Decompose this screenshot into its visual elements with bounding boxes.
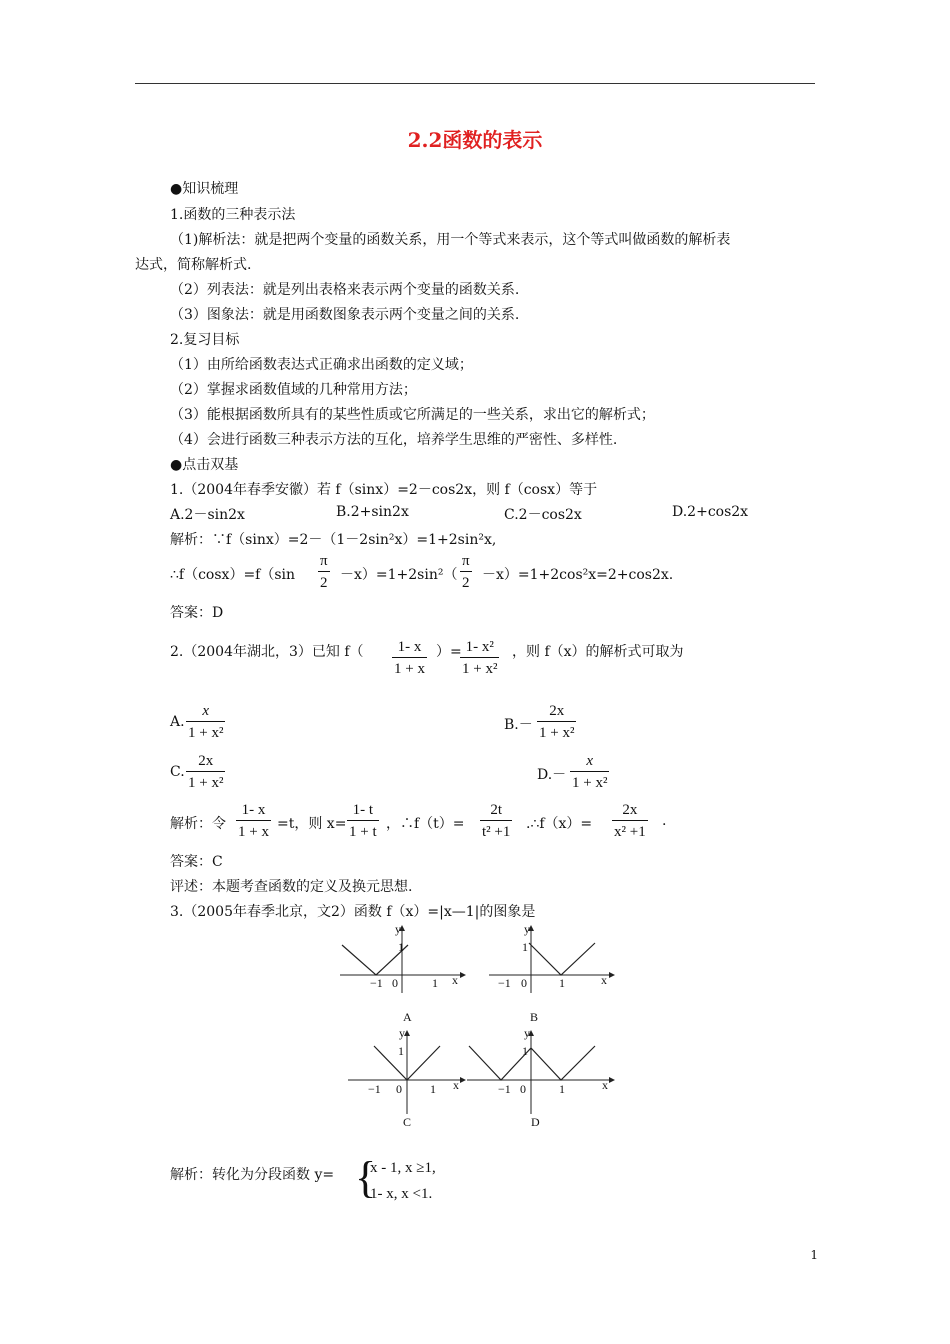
- origin-label: 0: [521, 976, 527, 990]
- option-c: C.2－cos2x: [504, 507, 582, 523]
- axis-label: y: [399, 1026, 405, 1040]
- solution-line: .: [662, 813, 667, 829]
- tick-label: 1: [559, 976, 565, 990]
- option-a: A.2－sin2x: [170, 507, 245, 523]
- fraction: $\frac{x}{\text{1 + x²}}$: [188, 703, 224, 741]
- tick-label: −1: [498, 1082, 511, 1096]
- graph-label: B: [530, 1010, 539, 1024]
- question-stem: 2.（2004年湖北，3）已知 f（: [170, 644, 364, 660]
- subheading: 2.复习目标: [170, 332, 240, 348]
- fraction: $\frac{\text{1- x²}}{\text{1 + x²}}$: [462, 639, 498, 677]
- tick-label: 1: [559, 1082, 565, 1096]
- option-c: C.: [170, 764, 185, 780]
- solution-line: ∴f（cosx）=f（sin: [170, 567, 296, 583]
- subheading: 1.函数的三种表示法: [170, 207, 296, 223]
- axis-label: y: [524, 922, 530, 936]
- answer: 答案：C: [170, 854, 223, 870]
- solution-line: .∴f（x）=: [526, 816, 593, 832]
- tick-label: 1: [430, 1082, 436, 1096]
- answer: 答案：D: [170, 605, 224, 621]
- fraction: $\frac{1- x}{1 + x}$: [394, 639, 425, 677]
- solution-line: －x）=1+2sin²（: [340, 567, 458, 583]
- graph-label: A: [403, 1010, 412, 1024]
- fraction: $\frac{1- t}{1 + t}$: [349, 802, 377, 840]
- axis-label: y: [524, 1026, 530, 1040]
- paragraph: （3）图象法：就是用函数图象表示两个变量之间的关系.: [170, 307, 520, 323]
- section-heading: ●点击双基: [170, 457, 239, 473]
- tick-label: 1: [398, 1044, 404, 1058]
- piecewise-case: x - 1, x ≥1,: [370, 1160, 436, 1176]
- axis-label: x: [601, 973, 607, 987]
- solution-line: 解析：∵f（sinx）=2－（1－2sin²x）=1+2sin²x,: [170, 532, 497, 548]
- fraction-pi-over-2: $\frac{\pi}{2}$: [320, 553, 328, 591]
- piecewise-case: 1- x, x <1.: [370, 1186, 433, 1202]
- solution-line: 解析：令: [170, 816, 226, 832]
- question-stem: 3.（2005年春季北京，文2）函数 f（x）=|x—1|的图象是: [170, 904, 536, 920]
- page-number: 1: [810, 1248, 818, 1262]
- graph-c: [346, 1030, 466, 1115]
- fraction: $\frac{2x}{\text{x² +1}}$: [614, 802, 646, 840]
- piecewise-brace: {: [355, 1153, 377, 1202]
- solution-line: =t，则 x=: [277, 816, 347, 832]
- goal-item: （3）能根据函数所具有的某些性质或它所满足的一些关系，求出它的解析式；: [170, 407, 655, 423]
- section-heading: ●知识梳理: [170, 181, 239, 197]
- question-stem: ）=: [436, 644, 462, 660]
- axis-label: x: [453, 1078, 459, 1092]
- origin-label: 0: [396, 1082, 402, 1096]
- goal-item: （2）掌握求函数值域的几种常用方法；: [170, 382, 417, 398]
- question-stem: 1.（2004年春季安徽）若 f（sinx）=2－cos2x，则 f（cosx）等于: [170, 482, 598, 498]
- paragraph: （2）列表法：就是列出表格来表示两个变量的函数关系.: [170, 282, 520, 298]
- graph-label: C: [403, 1115, 412, 1129]
- tick-label: −1: [368, 1082, 381, 1096]
- question-stem: ，则 f（x）的解析式可取为: [512, 644, 684, 660]
- tick-label: −1: [370, 976, 383, 990]
- origin-label: 0: [392, 976, 398, 990]
- option-b: B.2+sin2x: [336, 504, 409, 520]
- paragraph: 达式，简称解析式.: [135, 257, 252, 273]
- header-rule: [135, 83, 815, 84]
- comment: 评述：本题考查函数的定义及换元思想.: [170, 879, 413, 895]
- goal-item: （4）会进行函数三种表示方法的互化，培养学生思维的严密性、多样性.: [170, 432, 618, 448]
- option-b: B.－: [504, 717, 533, 733]
- tick-label: 1: [398, 940, 404, 954]
- axis-label: x: [602, 1078, 608, 1092]
- goal-item: （1）由所给函数表达式正确求出函数的定义域；: [170, 357, 473, 373]
- fraction: $\frac{2x}{\text{1 + x²}}$: [188, 753, 224, 791]
- fraction: $\frac{2t}{\text{t² +1}}$: [482, 802, 511, 840]
- fraction-pi-over-2: $\frac{\pi}{2}$: [462, 553, 470, 591]
- option-d: D.2+cos2x: [672, 504, 749, 520]
- axis-label: x: [452, 973, 458, 987]
- tick-label: −1: [498, 976, 511, 990]
- solution-line: －x）=1+2cos²x=2+cos2x.: [482, 567, 674, 583]
- graph-d: [465, 1030, 615, 1115]
- axis-label: y: [395, 922, 401, 936]
- tick-label: 1: [432, 976, 438, 990]
- option-d: D.－: [537, 767, 567, 783]
- fraction: $\frac{2x}{\text{1 + x²}}$: [539, 703, 575, 741]
- solution-line: ，∴f（t）=: [386, 816, 465, 832]
- option-a: A.: [170, 714, 185, 730]
- solution-line: 解析：转化为分段函数 y=: [170, 1167, 335, 1183]
- tick-label: 1: [522, 940, 528, 954]
- fraction: $\frac{1- x}{1 + x}$: [238, 802, 269, 840]
- fraction: $\frac{x}{\text{1 + x²}}$: [572, 753, 608, 791]
- graph-a: [336, 925, 466, 995]
- page-title: 2.2函数的表示: [407, 128, 543, 152]
- tick-label: 1: [522, 1044, 528, 1058]
- paragraph: （1)解析法：就是把两个变量的函数关系，用一个等式来表示，这个等式叫做函数的解析表: [170, 232, 731, 248]
- graph-label: D: [531, 1115, 540, 1129]
- origin-label: 0: [520, 1082, 526, 1096]
